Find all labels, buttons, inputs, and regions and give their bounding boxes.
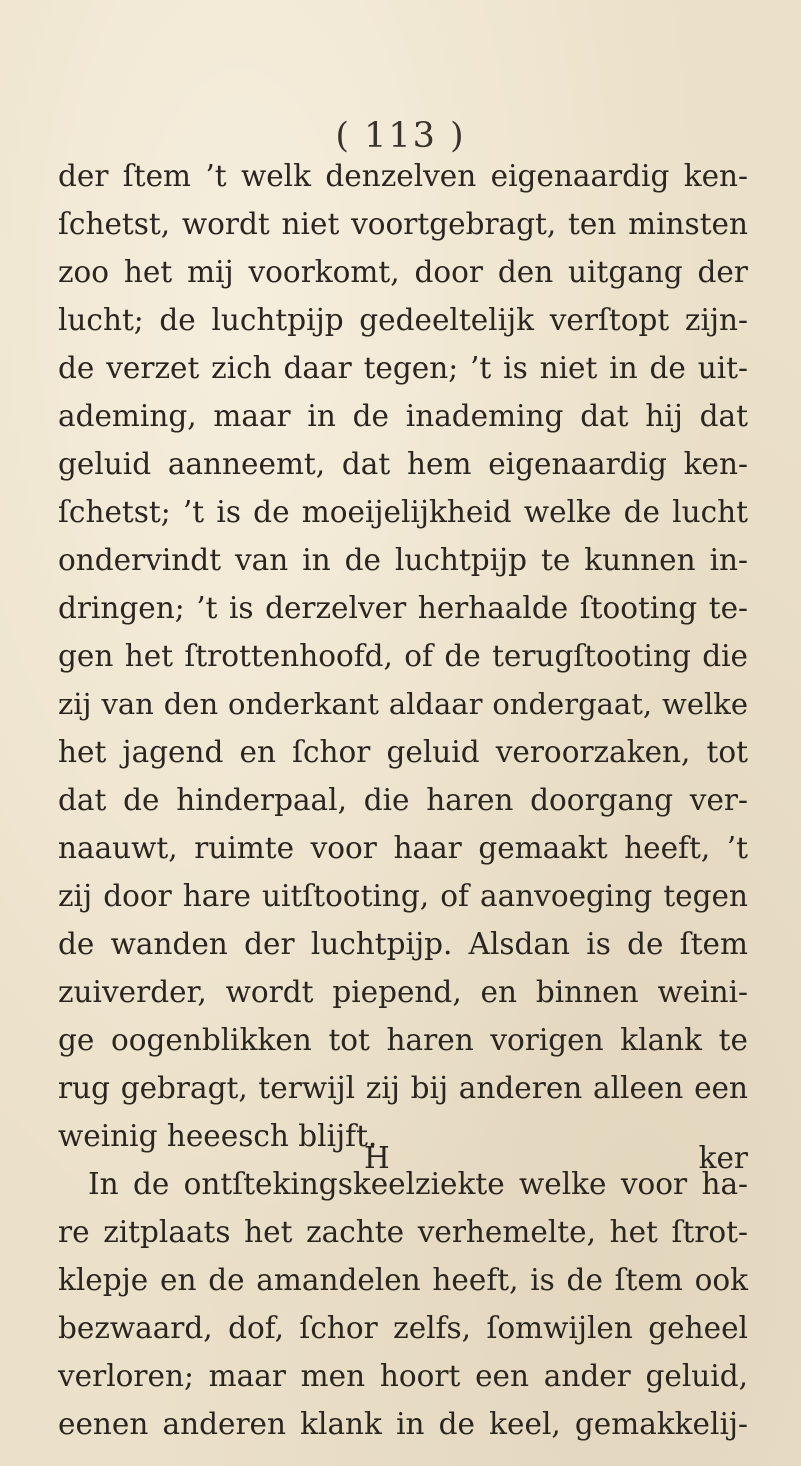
catchword: ker [698,1141,748,1175]
text-line: ademing, maar in de inademing dat hij dat [58,399,748,433]
text-line: gen het ſtrottenhoofd, of de terugſtooting die [58,639,748,673]
text-line: naauwt, ruimte voor haar gemaakt heeft, ’t [58,831,748,865]
text-line: ondervindt van in de luchtpijp te kunnen in- [58,543,748,577]
text-line: verloren; maar men hoort een ander geluid, [58,1359,748,1393]
text-line: dat de hinderpaal, die haren doorgang ver- [58,783,748,817]
text-line: dringen; ’t is derzelver herhaalde ſtooting te- [58,591,748,625]
text-line: ſchetst; ’t is de moeijelijkheid welke de lucht [58,495,748,529]
text-line: zuiverder, wordt piepend, en binnen weini- [58,975,748,1009]
page-footer [58,1134,748,1182]
text-line: geluid aanneemt, dat hem eigenaardig ken- [58,447,748,481]
text-line: ge oogenblikken tot haren vorigen klank te [58,1023,748,1057]
text-line: der ſtem ’t welk denzelven eigenaardig ken- [58,159,748,193]
text-line: re zitplaats het zachte verhemelte, het ſtrot- [58,1215,748,1249]
text-line: lucht; de luchtpijp gedeeltelijk verſtopt zijn- [58,303,748,337]
paragraph-start-line: In de ontſtekingskeelziekte welke voor ha- [88,1167,748,1201]
text-line: zij van den onderkant aldaar ondergaat, welke [58,687,748,721]
text-line: de wanden der luchtpijp. Alsdan is de ſtem [58,927,748,961]
text-line: eenen anderen klank in de keel, gemakkelij- [58,1407,748,1441]
text-line: het jagend en ſchor geluid veroorzaken, tot [58,735,748,769]
text-line: de verzet zich daar tegen; ’t is niet in de uit- [58,351,748,385]
text-line: ſchetst, wordt niet voortgebragt, ten minsten [58,207,748,241]
text-line: zoo het mij voorkomt, door den uitgang der [58,255,748,289]
text-line: bezwaard, dof, ſchor zelfs, ſomwijlen geheel [58,1311,748,1345]
text-line: zij door hare uitſtooting, of aanvoeging tegen [58,879,748,913]
text-line: klepje en de amandelen heeft, is de ſtem ook [58,1263,748,1297]
body-text [58,152,748,1448]
paragraph-end-line: weinig heeesch blijft. [58,1119,378,1153]
page-number: ( 113 ) [335,116,466,156]
text-line: rug gebragt, terwijl zij bij anderen alleen een [58,1071,748,1105]
signature-mark: H [364,1141,390,1175]
